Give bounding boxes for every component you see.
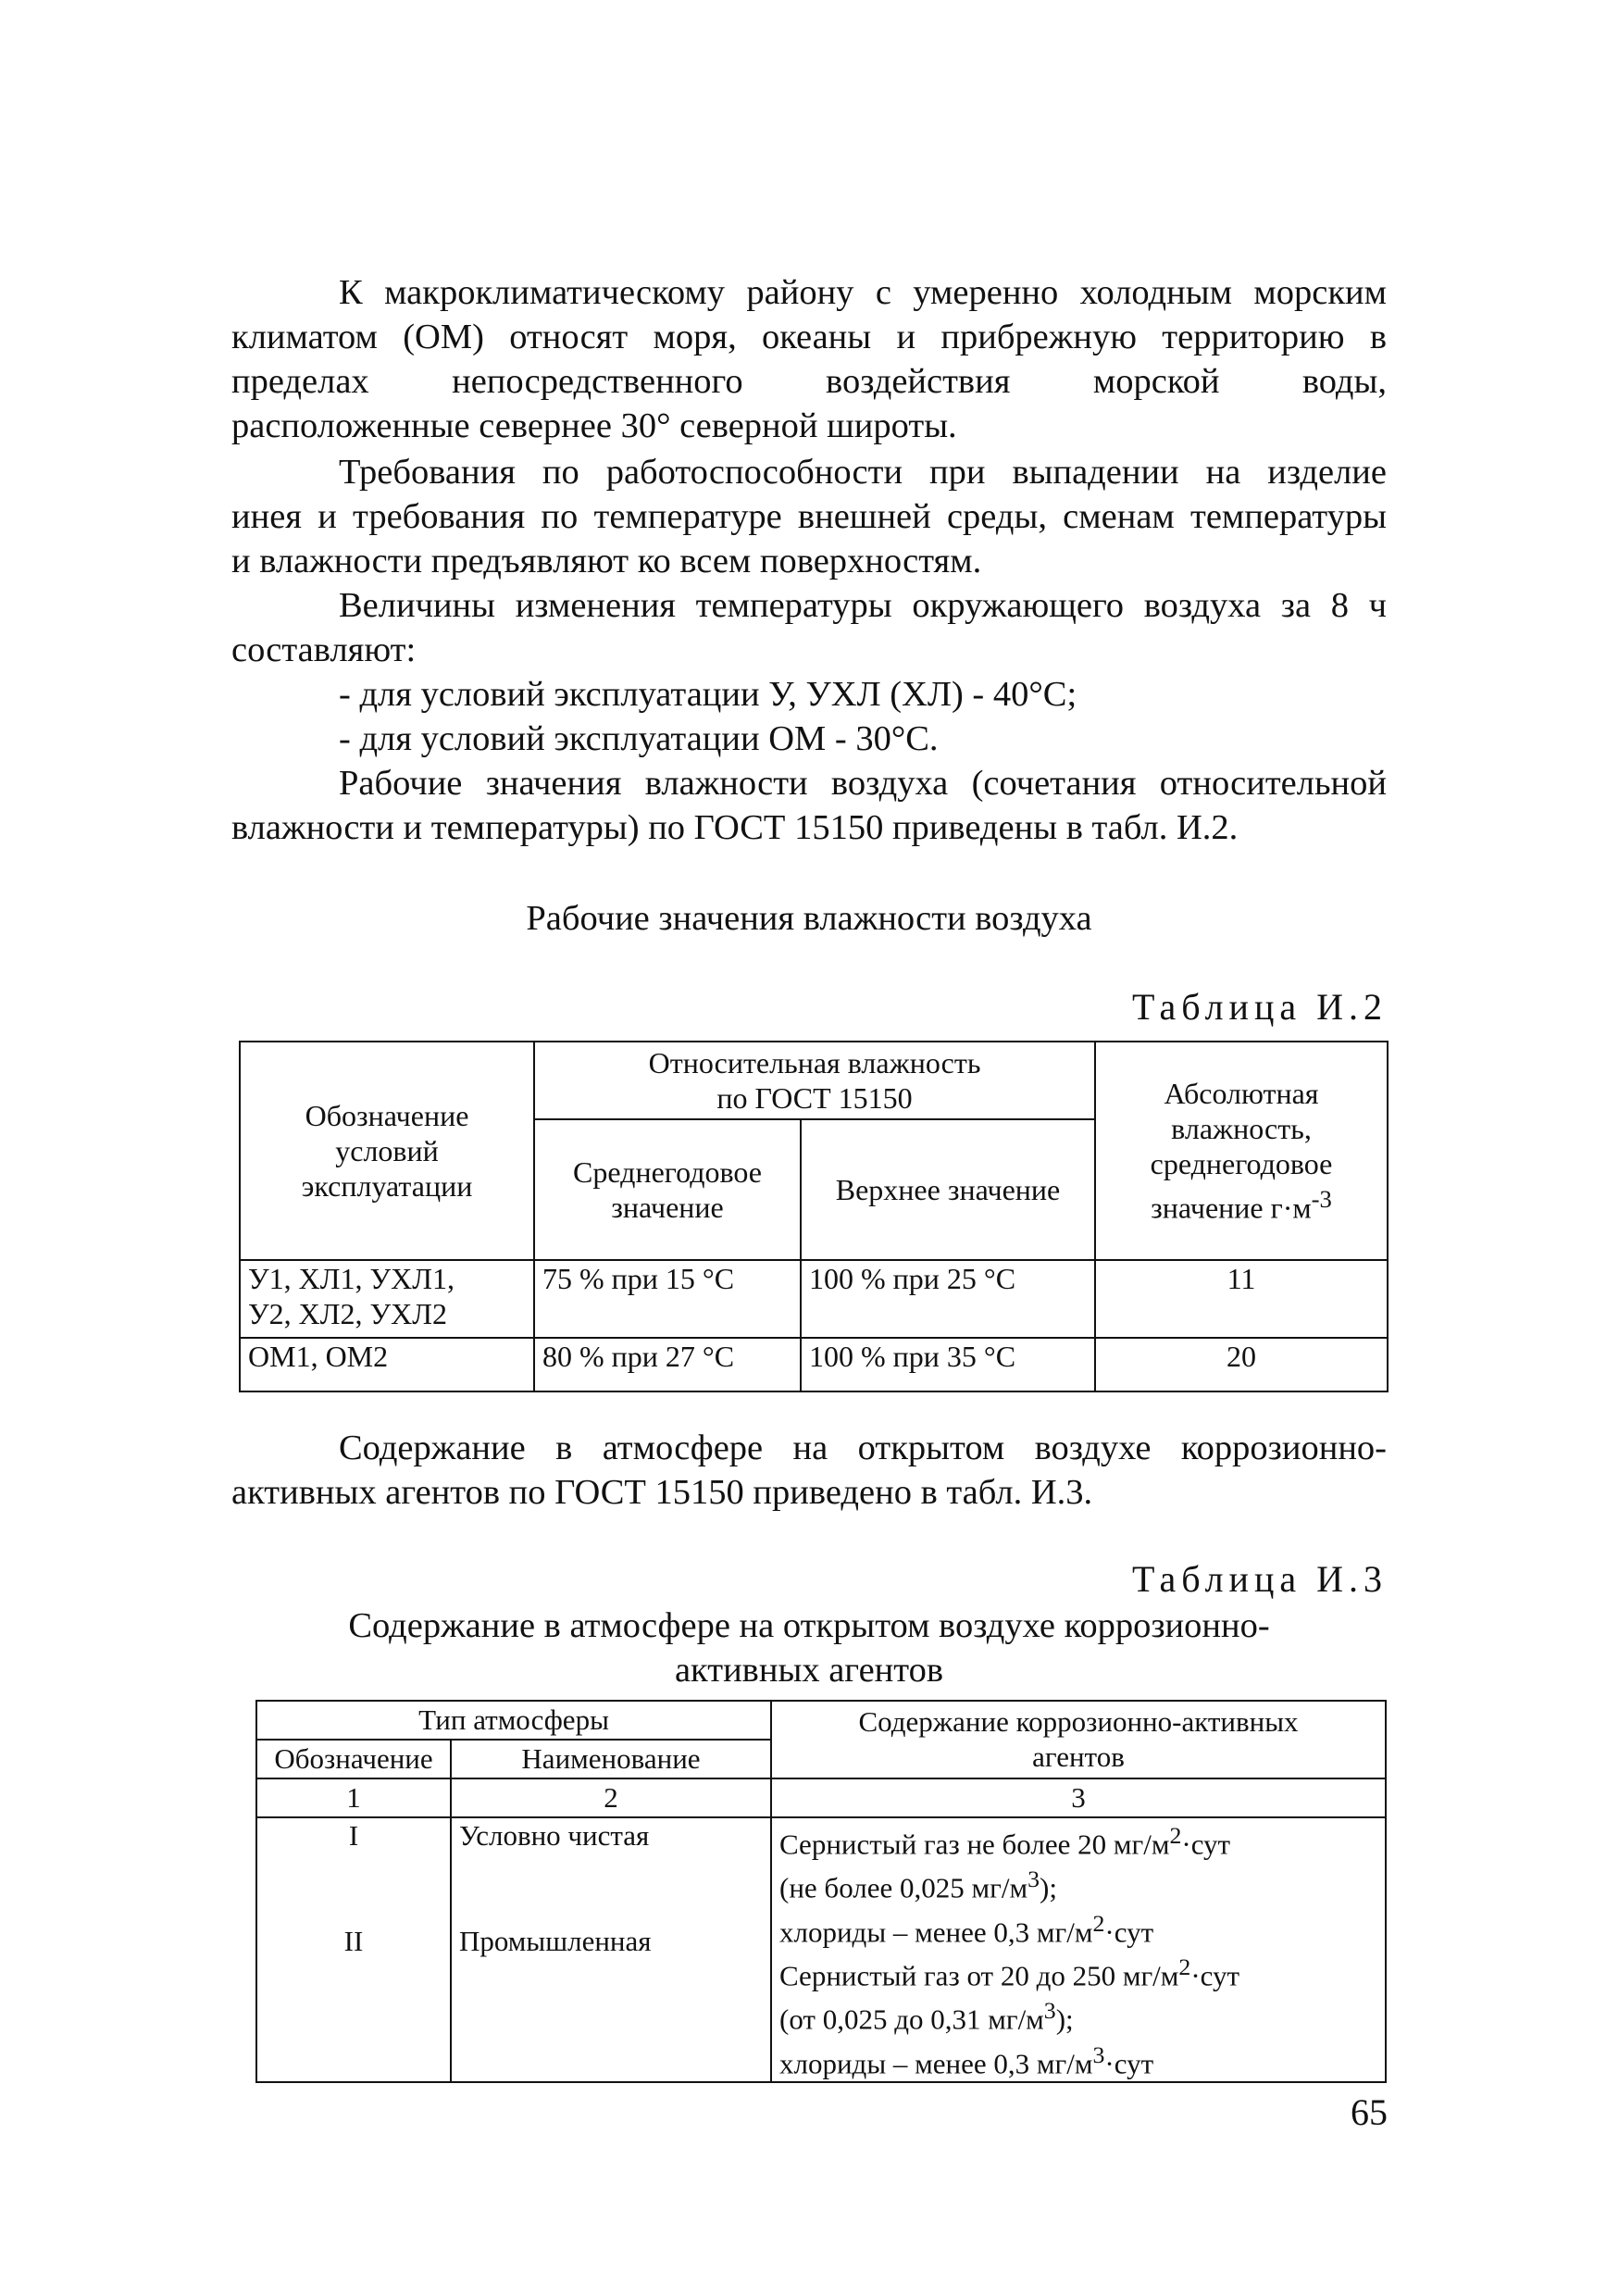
cell-conditions: У1, ХЛ1, УХЛ1, У2, ХЛ2, УХЛ2 bbox=[240, 1260, 534, 1338]
page-number: 65 bbox=[1351, 2091, 1388, 2133]
text-line: К макроклиматическому району с умеренно холодным морским bbox=[339, 273, 1387, 312]
bullet-u-uhl: - для условий эксплуатации У, УХЛ (ХЛ) - 40°С; bbox=[339, 675, 1077, 714]
table-row bbox=[240, 1260, 1388, 1338]
table3-label: Таблица И.3 bbox=[1132, 1558, 1388, 1600]
text-line: Рабочие значения влажности воздуха (сочетания относительной bbox=[339, 764, 1387, 803]
cell-names: Условно чистая Промышленная bbox=[451, 1817, 771, 2082]
cell-average: 75 % при 15 °С bbox=[534, 1260, 801, 1338]
table-row bbox=[240, 1338, 1388, 1391]
text-line: расположенные севернее 30° северной широты. bbox=[231, 406, 957, 445]
table-row bbox=[256, 1817, 1386, 2082]
text-line: Требования по работоспособности при выпадении на изделие bbox=[339, 453, 1387, 492]
cell-codes: I II bbox=[256, 1817, 451, 2082]
column-number: 1 bbox=[256, 1778, 451, 1817]
header-content: Содержание коррозионно-активных агентов bbox=[771, 1701, 1386, 1778]
paragraph-requirements bbox=[231, 450, 1387, 583]
cell-upper: 100 % при 25 °С bbox=[801, 1260, 1095, 1338]
paragraph-corrosion-ref bbox=[231, 1426, 1387, 1515]
cell-absolute: 11 bbox=[1095, 1260, 1388, 1338]
paragraph-temperature-change bbox=[231, 583, 1387, 761]
text-line: влажности и температуры) по ГОСТ 15150 приведены в табл. И.2. bbox=[231, 808, 1239, 847]
cell-average: 80 % при 27 °С bbox=[534, 1338, 801, 1391]
text-line: климатом (ОМ) относят моря, океаны и прибрежную территорию в bbox=[231, 318, 1387, 356]
cell-upper: 100 % при 35 °С bbox=[801, 1338, 1095, 1391]
paragraph-humidity-ref bbox=[231, 761, 1387, 850]
header-name: Наименование bbox=[451, 1740, 771, 1778]
text-line: инея и требования по температуре внешней среды, сменам температуры bbox=[231, 497, 1387, 536]
text-line: составляют: bbox=[231, 630, 417, 669]
table2-title: Рабочие значения влажности воздуха bbox=[526, 899, 1092, 938]
cell-absolute: 20 bbox=[1095, 1338, 1388, 1391]
text-line: Содержание в атмосфере на открытом воздухе коррозионно- bbox=[339, 1429, 1387, 1467]
column-number: 3 bbox=[771, 1778, 1386, 1817]
table2-label: Таблица И.2 bbox=[1132, 986, 1388, 1028]
table3-title: Содержание в атмосфере на открытом воздухе коррозионно- активных агентов bbox=[348, 1606, 1270, 1690]
humidity-table bbox=[239, 1041, 1389, 1392]
text-line: пределах непосредственного воздействия морской воды, bbox=[231, 362, 1387, 401]
corrosion-table bbox=[255, 1700, 1387, 2083]
text-line: и влажности предъявляют ко всем поверхностям. bbox=[231, 542, 982, 580]
cell-contents: Сернистый газ не более 20 $мг/м^2\cdot сут$ (не более 0,025 $мг/м^3$); хлориды – менее 0,3 $мг/м^2\cdot сут$ Сернистый газ от 20 до 250 $мг/м^2\cdot сут$ (от 0,025 до 0,31 $мг/м^3$); хлориды – менее 0,3 $мг/м^3\cdot сут$ bbox=[771, 1817, 1386, 2082]
header-absolute-humidity: Абсолютная влажность, среднегодовое значение $г\cdot м^{-3}$ bbox=[1095, 1042, 1388, 1260]
text-line: активных агентов по ГОСТ 15150 приведено в табл. И.3. bbox=[231, 1473, 1093, 1512]
column-number: 2 bbox=[451, 1778, 771, 1817]
header-relative-humidity: Относительная влажность по ГОСТ 15150 bbox=[534, 1042, 1095, 1119]
header-average: Среднегодовое значение bbox=[534, 1119, 801, 1260]
header-designation: Обозначение условий эксплуатации bbox=[240, 1042, 534, 1260]
header-upper: Верхнее значение bbox=[801, 1119, 1095, 1260]
text-line: Величины изменения температуры окружающего воздуха за 8 ч bbox=[339, 586, 1387, 625]
bullet-om: - для условий эксплуатации ОМ - 30°С. bbox=[339, 719, 939, 758]
header-atmosphere-type: Тип атмосферы bbox=[256, 1701, 771, 1740]
cell-conditions: ОМ1, ОМ2 bbox=[240, 1338, 534, 1391]
paragraph-om-region bbox=[231, 270, 1387, 448]
header-designation: Обозначение bbox=[256, 1740, 451, 1778]
